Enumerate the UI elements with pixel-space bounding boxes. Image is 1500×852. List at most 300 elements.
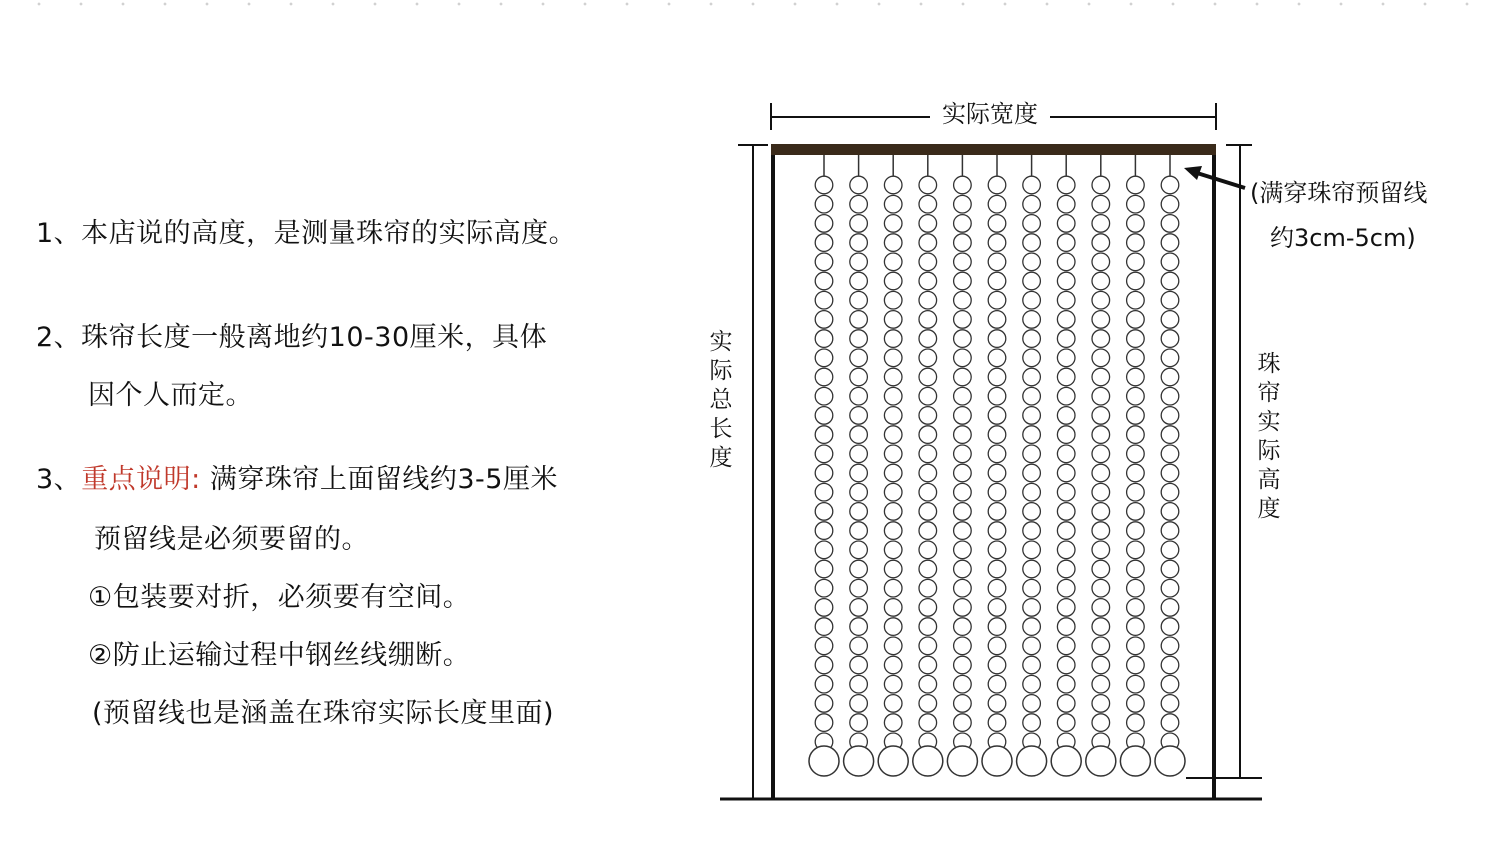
bead	[988, 637, 1006, 655]
bead	[1057, 215, 1075, 233]
bead	[988, 483, 1006, 501]
bead	[884, 426, 902, 444]
bead	[954, 426, 972, 444]
bead	[850, 541, 868, 559]
bead	[1057, 311, 1075, 329]
bead-strand	[1086, 155, 1116, 776]
bead	[919, 407, 937, 425]
key-note-label: 重点说明:	[81, 464, 201, 495]
bead	[1161, 445, 1179, 463]
bead	[1057, 291, 1075, 309]
bead	[815, 541, 833, 559]
bead	[1057, 272, 1075, 290]
bead	[1092, 215, 1110, 233]
reserve-label-line-1: (满穿珠帘预留线	[1250, 179, 1428, 207]
bead	[1127, 483, 1145, 501]
instruction-point-2: ②防止运输过程中钢丝线绷断。	[88, 640, 471, 671]
bead	[988, 695, 1006, 713]
curtain-height-label: 珠帘实际高度	[1257, 351, 1281, 522]
bead	[1057, 503, 1075, 521]
bead	[1092, 503, 1110, 521]
bead	[954, 349, 972, 367]
bead-strand	[844, 155, 874, 776]
bead	[850, 445, 868, 463]
end-bead	[1086, 746, 1116, 776]
bead	[1161, 637, 1179, 655]
instruction-item-3-line-2: 预留线是必须要留的。	[94, 524, 369, 555]
bead	[988, 311, 1006, 329]
bead	[1092, 253, 1110, 271]
bead	[815, 272, 833, 290]
bead	[954, 195, 972, 213]
bead	[1023, 426, 1041, 444]
bead	[850, 483, 868, 501]
bead	[1057, 464, 1075, 482]
bead	[815, 253, 833, 271]
bead	[1023, 445, 1041, 463]
bead	[988, 541, 1006, 559]
bead	[850, 503, 868, 521]
bead	[1127, 234, 1145, 252]
bead	[850, 215, 868, 233]
curtain-rod	[771, 144, 1216, 155]
bead	[884, 695, 902, 713]
end-bead	[878, 746, 908, 776]
bead	[1023, 234, 1041, 252]
bead	[919, 579, 937, 597]
bead	[1092, 195, 1110, 213]
bead	[1127, 618, 1145, 636]
bead	[988, 291, 1006, 309]
bead	[850, 522, 868, 540]
bead	[1127, 675, 1145, 693]
bead	[954, 407, 972, 425]
bead	[1161, 234, 1179, 252]
instruction-item-3-number: 3、	[36, 464, 82, 495]
instruction-item-1: 1、本店说的高度，是测量珠帘的实际高度。	[36, 218, 577, 249]
bead	[884, 387, 902, 405]
bead	[1127, 253, 1145, 271]
bead	[1057, 599, 1075, 617]
reserve-label-line-2: 约3cm-5cm)	[1270, 224, 1416, 252]
bead	[1161, 541, 1179, 559]
width-dimension	[771, 100, 1216, 130]
bead	[1057, 407, 1075, 425]
bead	[850, 579, 868, 597]
bead	[850, 637, 868, 655]
bead	[1092, 599, 1110, 617]
bead	[884, 253, 902, 271]
total-length-dimension	[738, 145, 768, 798]
bead	[884, 714, 902, 732]
bead	[954, 311, 972, 329]
bead	[988, 330, 1006, 348]
bead	[1161, 195, 1179, 213]
bead	[919, 714, 937, 732]
bead	[988, 195, 1006, 213]
bead	[954, 656, 972, 674]
bead	[884, 618, 902, 636]
bead	[1127, 637, 1145, 655]
bead	[850, 234, 868, 252]
bead	[1127, 215, 1145, 233]
bead	[1127, 656, 1145, 674]
bead	[815, 330, 833, 348]
bead	[1161, 330, 1179, 348]
bead	[1057, 618, 1075, 636]
bead	[1023, 407, 1041, 425]
bead	[850, 695, 868, 713]
bead	[1057, 483, 1075, 501]
bead	[1023, 618, 1041, 636]
bead	[884, 675, 902, 693]
bead	[1023, 675, 1041, 693]
bead	[1161, 464, 1179, 482]
arrow-shaft	[1197, 173, 1245, 188]
bead	[1092, 330, 1110, 348]
bead	[919, 464, 937, 482]
bead	[1092, 445, 1110, 463]
bead	[954, 464, 972, 482]
bead	[815, 426, 833, 444]
bead	[1127, 541, 1145, 559]
bead	[954, 579, 972, 597]
bead	[1161, 714, 1179, 732]
bead	[954, 330, 972, 348]
bead	[1161, 599, 1179, 617]
bead	[850, 675, 868, 693]
bead	[1127, 426, 1145, 444]
bead	[850, 426, 868, 444]
bead	[919, 368, 937, 386]
bead	[1092, 483, 1110, 501]
bead	[1127, 387, 1145, 405]
bead	[1057, 560, 1075, 578]
bead	[1127, 464, 1145, 482]
bead	[988, 272, 1006, 290]
bead	[1023, 503, 1041, 521]
bead	[815, 368, 833, 386]
bead	[1127, 522, 1145, 540]
bead	[1127, 272, 1145, 290]
bead	[1092, 695, 1110, 713]
bead	[1092, 426, 1110, 444]
bead	[850, 407, 868, 425]
bead	[850, 291, 868, 309]
bead	[1127, 407, 1145, 425]
bead	[1127, 579, 1145, 597]
bead	[815, 714, 833, 732]
bead	[988, 560, 1006, 578]
curtain-height-dimension	[1186, 145, 1262, 778]
bead	[815, 637, 833, 655]
bead	[850, 272, 868, 290]
bead	[988, 675, 1006, 693]
bead	[1092, 656, 1110, 674]
bead	[1023, 291, 1041, 309]
bead-strand	[809, 155, 839, 776]
bead	[815, 407, 833, 425]
bead	[919, 445, 937, 463]
bead	[850, 195, 868, 213]
bead	[1161, 426, 1179, 444]
bead	[850, 368, 868, 386]
bead	[919, 253, 937, 271]
bead	[850, 464, 868, 482]
bead	[919, 599, 937, 617]
bead	[988, 445, 1006, 463]
end-bead	[1155, 746, 1185, 776]
bead	[1023, 695, 1041, 713]
bead	[954, 695, 972, 713]
bead	[988, 618, 1006, 636]
bead	[1092, 291, 1110, 309]
bead	[815, 675, 833, 693]
bead	[884, 656, 902, 674]
bead	[1092, 579, 1110, 597]
bead	[884, 599, 902, 617]
bead	[884, 195, 902, 213]
bead	[850, 599, 868, 617]
arrow-head	[1184, 166, 1202, 180]
bead-strands	[809, 155, 1185, 776]
bead	[884, 579, 902, 597]
end-bead	[913, 746, 943, 776]
bead	[815, 349, 833, 367]
end-bead	[844, 746, 874, 776]
bead	[1127, 599, 1145, 617]
end-bead	[1017, 746, 1047, 776]
bead	[1127, 503, 1145, 521]
bead	[1161, 675, 1179, 693]
bead	[919, 656, 937, 674]
bead	[919, 215, 937, 233]
bead	[919, 387, 937, 405]
bead	[815, 579, 833, 597]
instruction-item-2-line-1: 2、珠帘长度一般离地约10-30厘米，具体	[36, 322, 548, 353]
instruction-note: (预留线也是涵盖在珠帘实际长度里面)	[92, 698, 555, 729]
bead	[919, 695, 937, 713]
bead	[919, 522, 937, 540]
bead	[1092, 407, 1110, 425]
bead	[1127, 560, 1145, 578]
bead	[988, 234, 1006, 252]
bead	[1023, 560, 1041, 578]
reserve-thread-arrow	[1184, 166, 1427, 252]
bead	[1092, 618, 1110, 636]
bead	[988, 368, 1006, 386]
bead	[815, 695, 833, 713]
bead	[954, 503, 972, 521]
bead	[1023, 272, 1041, 290]
bead	[1057, 656, 1075, 674]
bead	[1161, 387, 1179, 405]
bead-strand	[1017, 155, 1047, 776]
bead	[884, 272, 902, 290]
bead	[988, 714, 1006, 732]
bead	[850, 253, 868, 271]
bead	[988, 176, 1006, 194]
bead	[1057, 253, 1075, 271]
bead	[850, 560, 868, 578]
end-bead	[809, 746, 839, 776]
bead	[919, 637, 937, 655]
bead	[1023, 464, 1041, 482]
bead	[884, 503, 902, 521]
bead	[1057, 675, 1075, 693]
bead	[815, 195, 833, 213]
bead	[919, 234, 937, 252]
bead	[815, 560, 833, 578]
bead	[954, 291, 972, 309]
bead	[954, 522, 972, 540]
bead	[954, 599, 972, 617]
bead	[1023, 387, 1041, 405]
bead	[1092, 464, 1110, 482]
bead	[954, 272, 972, 290]
bead	[988, 522, 1006, 540]
bead-strand	[1120, 155, 1150, 776]
bead	[1023, 195, 1041, 213]
bead	[954, 714, 972, 732]
bead	[884, 311, 902, 329]
instruction-item-3-text: 满穿珠帘上面留线约3-5厘米	[200, 464, 558, 495]
bead-strand	[1155, 155, 1185, 776]
bead	[1023, 599, 1041, 617]
bead	[850, 714, 868, 732]
bead	[954, 483, 972, 501]
bead	[1127, 368, 1145, 386]
end-bead	[947, 746, 977, 776]
bead	[954, 445, 972, 463]
bead	[1161, 253, 1179, 271]
bead	[884, 176, 902, 194]
bead	[1161, 483, 1179, 501]
bead	[919, 560, 937, 578]
instruction-point-1: ①包装要对折，必须要有空间。	[88, 582, 471, 613]
bead	[988, 215, 1006, 233]
bead	[884, 464, 902, 482]
bead	[815, 215, 833, 233]
bead	[1023, 330, 1041, 348]
bead	[815, 445, 833, 463]
bead	[1161, 311, 1179, 329]
bead-strand	[982, 155, 1012, 776]
bead	[919, 272, 937, 290]
bead	[954, 215, 972, 233]
bead	[884, 349, 902, 367]
bead	[1161, 522, 1179, 540]
bead	[1092, 272, 1110, 290]
bead	[1161, 368, 1179, 386]
width-label: 实际宽度	[942, 100, 1038, 128]
bead	[1092, 637, 1110, 655]
bead	[1161, 407, 1179, 425]
bead	[1057, 330, 1075, 348]
bead	[988, 349, 1006, 367]
bead-strand	[947, 155, 977, 776]
bead	[1127, 349, 1145, 367]
bead	[815, 618, 833, 636]
bead	[1092, 387, 1110, 405]
bead	[954, 253, 972, 271]
bead	[1092, 675, 1110, 693]
bead	[988, 599, 1006, 617]
bead	[1127, 330, 1145, 348]
bead	[1161, 349, 1179, 367]
bead	[850, 330, 868, 348]
bead	[1057, 176, 1075, 194]
bead	[815, 291, 833, 309]
bead	[815, 522, 833, 540]
bead	[1092, 311, 1110, 329]
bead	[919, 291, 937, 309]
bead	[884, 483, 902, 501]
bead	[815, 503, 833, 521]
bead	[1092, 560, 1110, 578]
bead	[884, 407, 902, 425]
bead	[954, 387, 972, 405]
bead	[954, 541, 972, 559]
bead	[1161, 618, 1179, 636]
bead	[919, 330, 937, 348]
bead	[884, 330, 902, 348]
bead	[1057, 637, 1075, 655]
bead	[1023, 522, 1041, 540]
bead	[850, 618, 868, 636]
bead	[1161, 579, 1179, 597]
bead	[1092, 234, 1110, 252]
bead	[919, 675, 937, 693]
bead	[1023, 311, 1041, 329]
bead	[1057, 445, 1075, 463]
bead	[1023, 483, 1041, 501]
bead	[1127, 195, 1145, 213]
bead	[1092, 368, 1110, 386]
bead	[1057, 234, 1075, 252]
bead	[1127, 291, 1145, 309]
bead	[919, 503, 937, 521]
bead	[850, 176, 868, 194]
bead	[919, 541, 937, 559]
bead	[1127, 311, 1145, 329]
bead	[850, 656, 868, 674]
bead	[1057, 714, 1075, 732]
bead	[988, 387, 1006, 405]
bead	[884, 541, 902, 559]
end-bead	[982, 746, 1012, 776]
bead	[919, 483, 937, 501]
bead	[1023, 656, 1041, 674]
bead	[815, 599, 833, 617]
bead	[884, 234, 902, 252]
bead	[884, 215, 902, 233]
bead	[919, 618, 937, 636]
bead	[884, 522, 902, 540]
bead	[988, 656, 1006, 674]
bead	[1023, 541, 1041, 559]
bead	[1023, 579, 1041, 597]
bead	[815, 311, 833, 329]
bead	[954, 618, 972, 636]
bead	[988, 579, 1006, 597]
bead-strand	[878, 155, 908, 776]
bead-strand	[1051, 155, 1081, 776]
bead	[1057, 368, 1075, 386]
bead	[988, 503, 1006, 521]
bead	[1057, 426, 1075, 444]
bead	[850, 311, 868, 329]
